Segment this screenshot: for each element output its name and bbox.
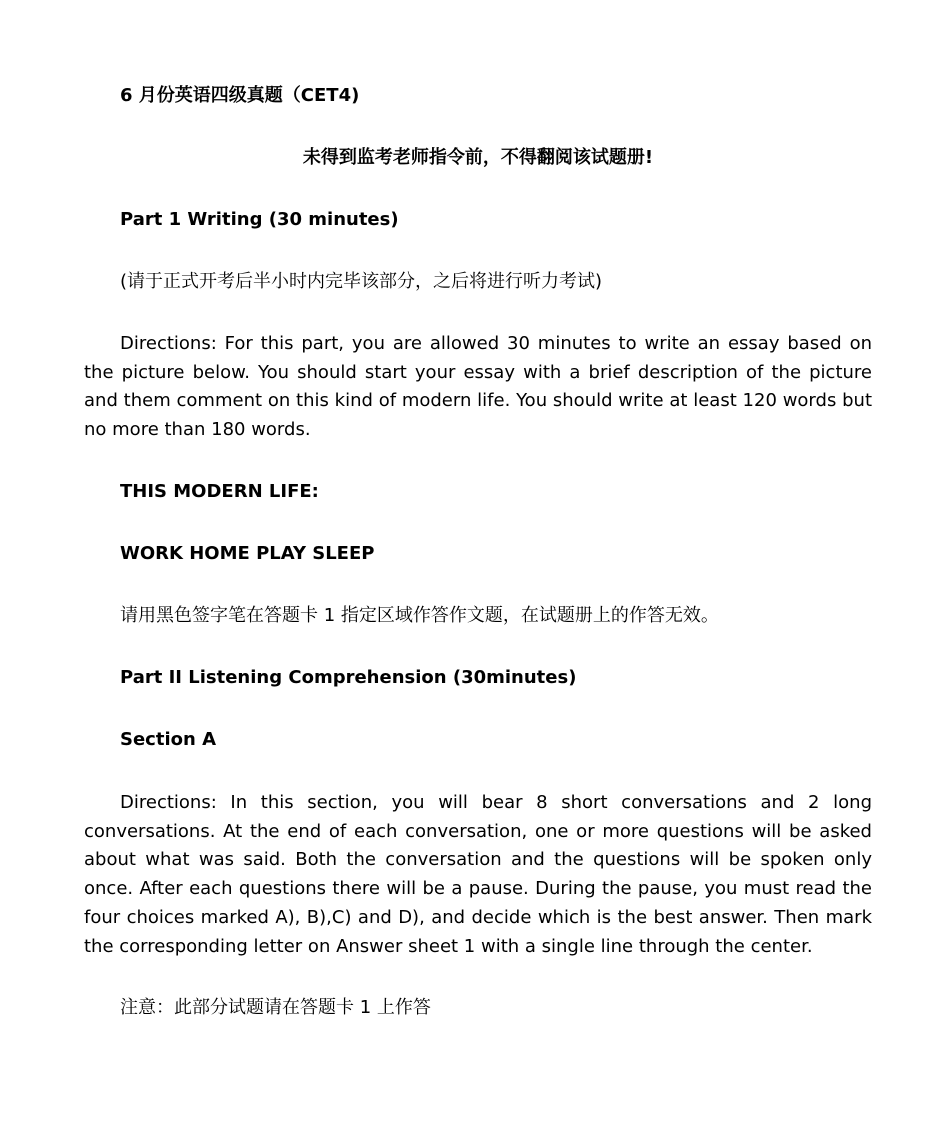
section-a-heading: Section A	[120, 729, 216, 750]
part1-heading: Part 1 Writing (30 minutes)	[120, 209, 399, 230]
part1-note: (请于正式开考后半小时内完毕该部分，之后将进行听力考试)	[120, 271, 603, 292]
exam-notice: 未得到监考老师指令前，不得翻阅该试题册!	[302, 147, 654, 168]
picture-title: THIS MODERN LIFE:	[120, 481, 319, 502]
section-a-note: 注意：此部分试题请在答题卡 1 上作答	[120, 997, 431, 1018]
answer-instruction: 请用黑色签字笔在答题卡 1 指定区域作答作文题，在试题册上的作答无效。	[120, 605, 719, 626]
section-a-directions: Directions: In this section, you will bear 8 short conversations and 2 long conversations. At the end of each conversation, one or more questions will be asked about what was said. Both the conversation and the questions will be spoken only once. After each questions there will be a pause. During the pause, you must read the four choices marked A), B),C) and D), and decide which is the best answer. Then mark the corresponding letter on Answer sheet 1 with a single line through the center.	[84, 792, 872, 957]
document-title: 6 月份英语四级真题（CET4)	[120, 85, 360, 106]
picture-caption: WORK HOME PLAY SLEEP	[120, 543, 375, 564]
part2-heading: Part II Listening Comprehension (30minutes)	[120, 667, 577, 688]
part1-directions: Directions: For this part, you are allowed 30 minutes to write an essay based on the picture below. You should start your essay with a brief description of the picture and them comment on this kind of modern life. You should write at least 120 words but no more than 180 words.	[84, 333, 872, 441]
